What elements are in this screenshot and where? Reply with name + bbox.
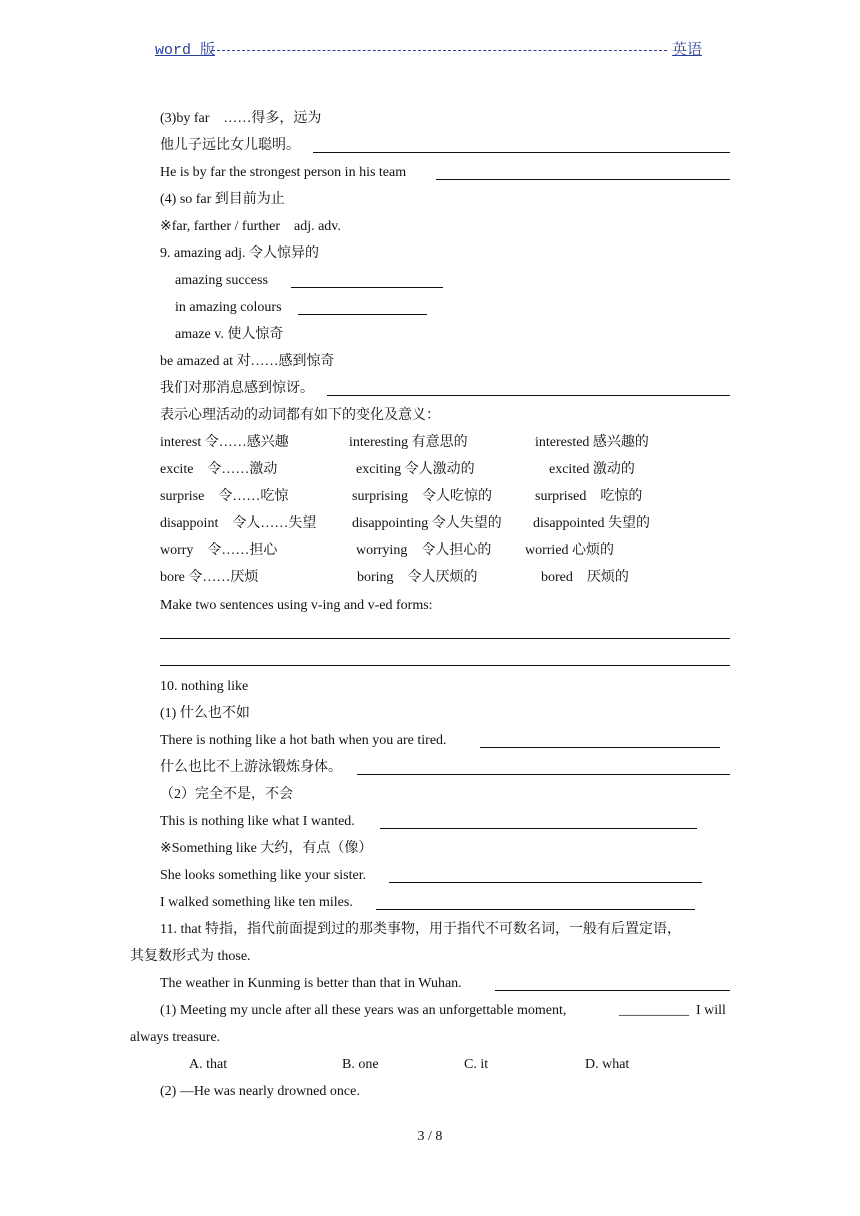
verb-form-cell: bore 令……厌烦 <box>160 570 259 585</box>
answer-line[interactable] <box>436 179 730 180</box>
header-rule <box>212 50 667 51</box>
page-number: 3 / 8 <box>417 1129 443 1144</box>
byfar-heading: (3)by far ……得多，远为 <box>160 111 322 126</box>
answer-line[interactable] <box>357 774 730 775</box>
verb-form-cell: excited 激动的 <box>549 462 635 477</box>
verb-form-cell: excite 令……激动 <box>160 462 278 477</box>
far-note: ※far, farther / further adj. adv. <box>160 219 341 234</box>
amazed-zh-prompt: 我们对那消息感到惊讶。 <box>160 381 314 396</box>
question-1-stem-end: I will <box>696 1003 726 1018</box>
verb-form-cell: disappoint 令人……失望 <box>160 516 317 531</box>
verb-form-cell: interesting 有意思的 <box>349 435 468 450</box>
header-subject: 英语 <box>672 40 703 58</box>
question-2-stem: (2) —He was nearly drowned once. <box>160 1084 360 1099</box>
verb-form-cell: disappointing 令人失望的 <box>352 516 502 531</box>
something-like-example-1: She looks something like your sister. <box>160 868 367 883</box>
answer-line[interactable] <box>389 882 702 883</box>
verb-form-cell: worrying 令人担心的 <box>356 543 492 558</box>
verb-form-cell: boring 令人厌烦的 <box>357 570 478 585</box>
answer-line[interactable] <box>160 665 730 666</box>
answer-line[interactable] <box>495 990 730 991</box>
verb-form-cell: surprise 令……吃惊 <box>160 489 289 504</box>
option-d[interactable]: D. what <box>585 1057 630 1072</box>
verb-form-cell: disappointed 失望的 <box>533 516 651 531</box>
be-amazed-definition: be amazed at 对……感到惊奇 <box>160 354 335 369</box>
verb-form-cell: surprising 令人吃惊的 <box>352 489 492 504</box>
amazing-heading: 9. amazing adj. 令人惊异的 <box>160 246 320 261</box>
nothing-like-example-1: There is nothing like a hot bath when you are tired. <box>160 733 447 748</box>
answer-line[interactable] <box>298 314 427 315</box>
nothing-like-heading: 10. nothing like <box>160 679 249 694</box>
answer-line[interactable] <box>160 638 730 639</box>
answer-line[interactable] <box>313 152 730 153</box>
nothing-like-sense-2: （2）完全不是，不会 <box>160 787 293 802</box>
answer-line[interactable] <box>327 395 730 396</box>
something-like-example-2: I walked something like ten miles. <box>160 895 353 910</box>
question-1-blank[interactable]: __________ <box>619 1003 689 1018</box>
amazing-example-2: in amazing colours <box>175 300 282 315</box>
that-explanation-cont: 其复数形式为 those. <box>130 949 251 964</box>
something-like-note: ※Something like 大约，有点（像） <box>160 841 373 856</box>
byfar-zh-prompt: 他儿子远比女儿聪明。 <box>160 138 300 153</box>
header-left <box>155 38 215 59</box>
byfar-en-prompt: He is by far the strongest person in his team <box>160 165 407 180</box>
verb-form-cell: bored 厌烦的 <box>541 570 629 585</box>
verb-form-cell: surprised 吃惊的 <box>535 489 643 504</box>
verb-form-cell: worried 心烦的 <box>525 543 615 558</box>
sentence-task: Make two sentences using v-ing and v-ed forms: <box>160 598 433 613</box>
sofar-heading: (4) so far 到目前为止 <box>160 192 285 207</box>
nothing-like-example-2: This is nothing like what I wanted. <box>160 814 355 829</box>
option-b[interactable]: B. one <box>342 1057 379 1072</box>
that-example: The weather in Kunming is better than that in Wuhan. <box>160 976 462 991</box>
verb-form-cell: worry 令……担心 <box>160 543 278 558</box>
header-word: word <box>155 42 192 59</box>
amazing-example-1: amazing success <box>175 273 268 288</box>
that-explanation: 11. that 特指，指代前面提到过的那类事物，用于指代不可数名词，一般有后置定语， <box>160 922 681 937</box>
verb-form-cell: interested 感兴趣的 <box>535 435 649 450</box>
nothing-like-zh-prompt: 什么也比不上游泳锻炼身体。 <box>160 760 342 775</box>
answer-line[interactable] <box>376 909 695 910</box>
answer-line[interactable] <box>380 828 697 829</box>
answer-line[interactable] <box>480 747 720 748</box>
verb-form-cell: interest 令……感兴趣 <box>160 435 289 450</box>
option-c[interactable]: C. it <box>464 1057 489 1072</box>
nothing-like-sense-1: (1) 什么也不如 <box>160 706 250 721</box>
psych-verbs-intro: 表示心理活动的动词都有如下的变化及意义： <box>160 408 440 423</box>
option-a[interactable]: A. that <box>189 1057 228 1072</box>
verb-form-cell: exciting 令人激动的 <box>356 462 475 477</box>
header-edition: 版 <box>200 40 216 58</box>
question-1-stem: (1) Meeting my uncle after all these years was an unforgettable moment, <box>160 1003 567 1018</box>
question-1-stem-cont: always treasure. <box>130 1030 221 1045</box>
amaze-definition: amaze v. 使人惊奇 <box>175 327 284 342</box>
answer-line[interactable] <box>291 287 443 288</box>
